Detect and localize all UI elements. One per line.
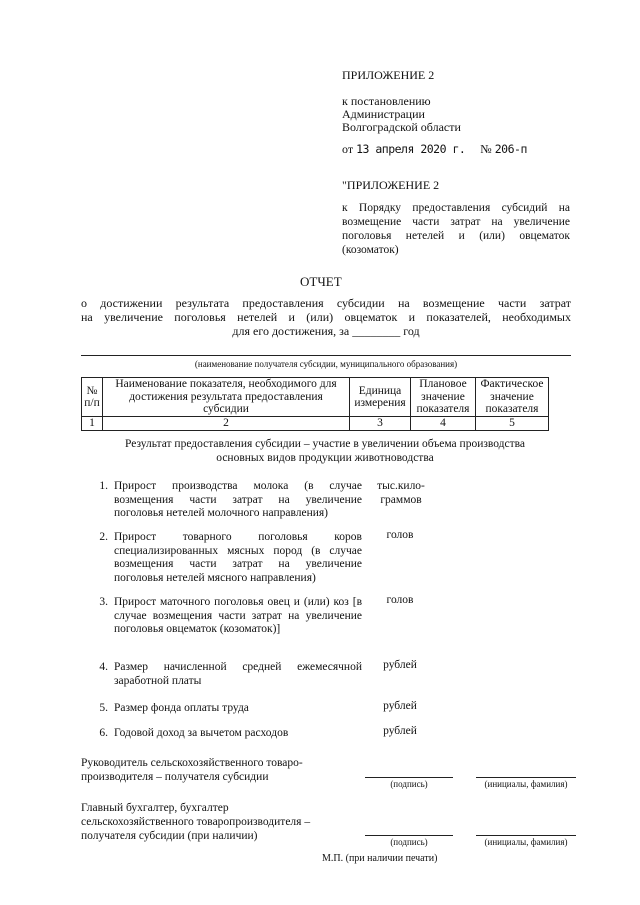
indicator-unit: тыс.кило-граммов [377, 480, 425, 506]
head-name-line [476, 777, 576, 778]
indicator-item [92, 596, 362, 637]
accountant-signature-line [365, 835, 453, 836]
indicator-item [92, 661, 362, 688]
indicator-num: 3. [99, 596, 108, 608]
date-value: 13 апреля 2020 г. [356, 142, 466, 156]
indicator-text: Размер начисленной средней ежемесячной заработной платы [114, 661, 362, 687]
report-title: ОТЧЕТ [300, 274, 342, 289]
colnum-1: 1 [82, 417, 103, 431]
date-prefix: от [342, 142, 354, 156]
header-name: Наименование показателя, необходимого для достижения результата предоставления субсидии [103, 378, 350, 417]
header-num: № п/п [82, 378, 103, 417]
indicator-text: Прирост товарного поголовья коров специализированных мясных пород (в случае возмещения части затрат на увеличение поголовья нетелей мясного направления) [114, 531, 362, 584]
head-name-caption: (инициалы, фамилия) [484, 779, 568, 789]
head-signature-text: Руководитель сельскохозяйственного товаро-производителя – получателя субсидии [81, 757, 303, 783]
indicator-unit: рублей [383, 700, 417, 712]
number-prefix: № [480, 142, 492, 156]
colnum-3: 3 [350, 417, 411, 431]
recipient-line [81, 355, 571, 356]
resolution-line-3: Волгоградской области [342, 120, 461, 134]
appendix2-title: "ПРИЛОЖЕНИЕ 2 [342, 178, 440, 192]
header-unit: Единица измерения [350, 378, 411, 417]
accountant-name-caption: (инициалы, фамилия) [484, 837, 568, 847]
accountant-signature-text: Главный бухгалтер, бухгалтер сельскохозяйственного товаропроизводителя – получателя субсидии (при наличии) [81, 802, 311, 842]
indicator-text: Прирост маточного поголовья овец и (или) коз [в случае возмещения части затрат на увеличение поголовья овцематок (козоматок)] [114, 596, 362, 635]
indicator-num: 4. [99, 661, 108, 673]
appendix-title: ПРИЛОЖЕНИЕ 2 [342, 68, 435, 82]
procedure-text: к Порядку предоставления субсидий на возмещение части затрат на увеличение поголовья нетелей и (или) овцематок (козоматок) [342, 202, 570, 256]
indicators-table [81, 377, 549, 431]
resolution-date-line [342, 142, 527, 157]
indicator-item [92, 702, 362, 716]
accountant-signature-caption: (подпись) [390, 837, 428, 847]
header-fact: Фактическое значение показателя [476, 378, 549, 417]
recipient-caption: (наименование получателя субсидии, муниципального образования) [194, 359, 458, 369]
resolution-line-1: к постановлению [342, 94, 431, 108]
indicator-unit: голов [386, 594, 414, 606]
indicator-num: 5. [99, 702, 108, 714]
result-text: Результат предоставления субсидии – участие в увеличении объема производства основных видов продукции животноводства [124, 438, 526, 464]
indicator-num: 1. [99, 480, 108, 492]
accountant-name-line [476, 835, 576, 836]
indicator-unit: голов [386, 529, 414, 541]
indicator-unit: рублей [383, 725, 417, 737]
indicator-num: 6. [99, 727, 108, 739]
head-signature-line [365, 777, 453, 778]
indicator-unit: рублей [383, 659, 417, 671]
report-subtitle-line-3: для его достижения, за ________ год [232, 324, 420, 338]
indicator-item [92, 727, 362, 741]
indicator-item [92, 480, 362, 521]
colnum-4: 4 [411, 417, 476, 431]
resolution-line-2: Администрации [342, 107, 425, 121]
indicator-item [92, 531, 362, 585]
seal-text: М.П. (при наличии печати) [322, 853, 438, 864]
table-colnum-row [82, 417, 549, 431]
indicator-text: Прирост производства молока (в случае возмещения части затрат на увеличение поголовья нетелей молочного направления) [114, 480, 362, 519]
indicator-text: Годовой доход за вычетом расходов [114, 727, 289, 739]
header-plan: Плановое значение показателя [411, 378, 476, 417]
colnum-2: 2 [103, 417, 350, 431]
head-signature-caption: (подпись) [390, 779, 428, 789]
report-subtitle-line-1: о достижении результата предоставления субсидии на возмещение части затрат [81, 296, 571, 310]
indicator-num: 2. [99, 531, 108, 543]
table-header-row [82, 378, 549, 417]
report-subtitle-line-2: на увеличение поголовья нетелей и (или) овцематок и показателей, необходимых [81, 310, 571, 324]
colnum-5: 5 [476, 417, 549, 431]
indicator-text: Размер фонда оплаты труда [114, 702, 249, 714]
number-value: 206-п [494, 142, 527, 156]
